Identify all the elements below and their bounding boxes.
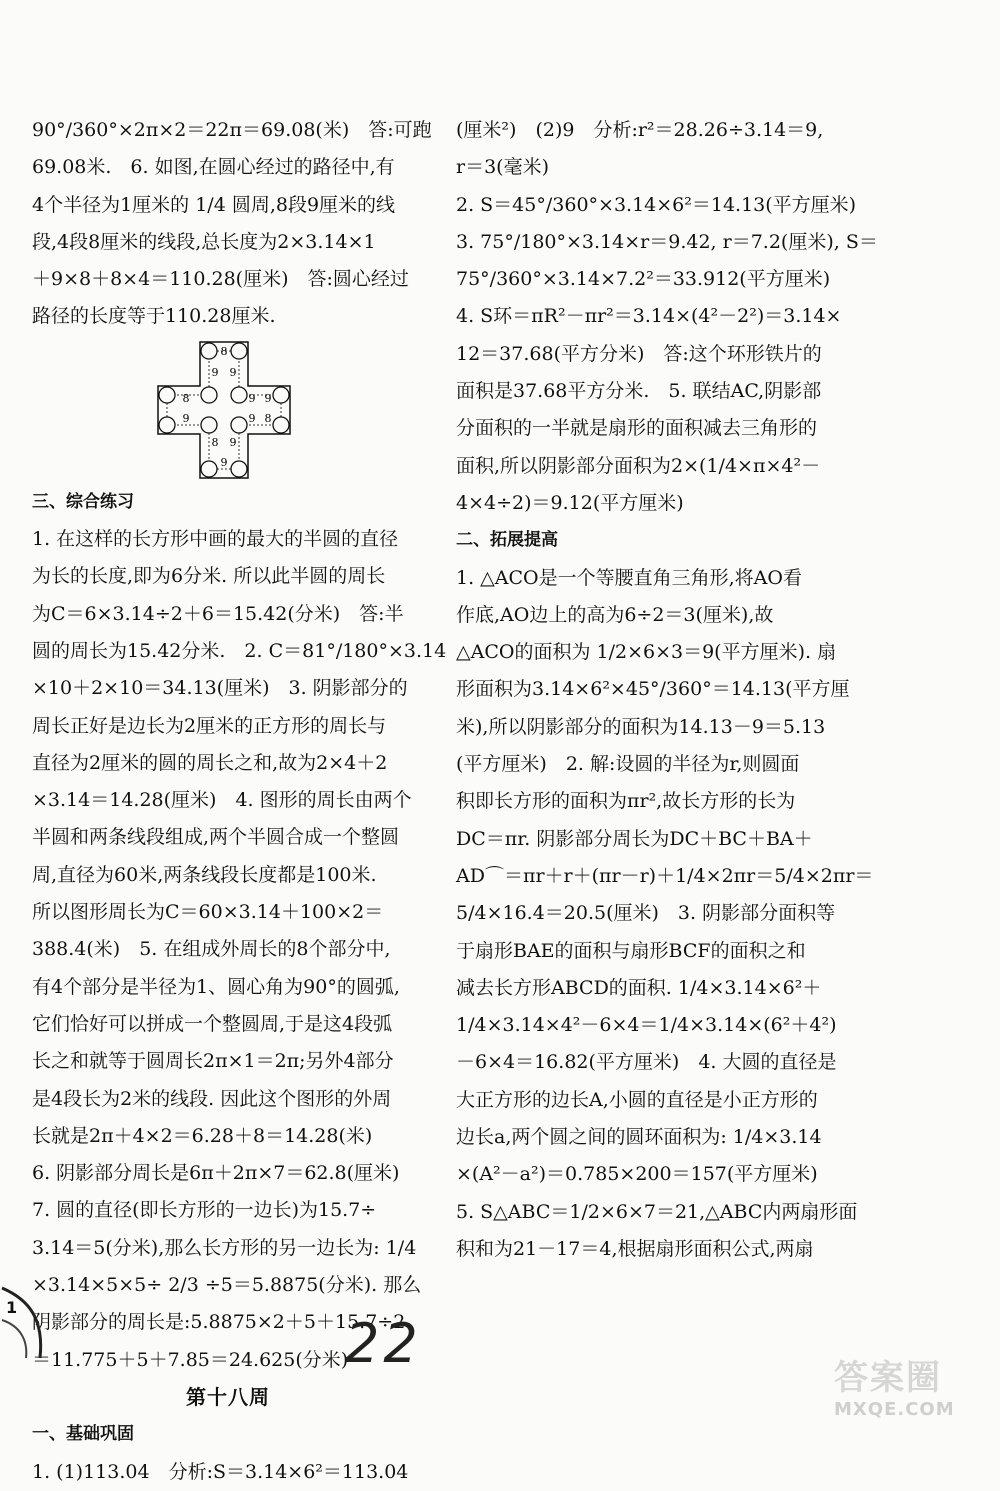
- text-line: 边长a,两个圆之间的圆环面积为: 1/4×3.14: [456, 1126, 822, 1149]
- rolling-circle: [273, 387, 289, 403]
- text-line: 为长的长度,即为6分米. 所以此半圆的周长: [32, 565, 386, 588]
- text-line: 米),所以阴影部分的面积为14.13－9＝5.13: [456, 715, 826, 738]
- text-line: 4. S环＝πR²－πr²＝3.14×(4²－2²)＝3.14×: [456, 305, 842, 328]
- text-line: 积即长方形的面积为πr²,故长方形的长为: [456, 790, 796, 813]
- left-column: [32, 112, 447, 1491]
- text-line: 长就是2π＋4×2＝6.28＋8＝14.28(米): [32, 1124, 373, 1147]
- text-line: 1/4×3.14×4²－6×4＝1/4×3.14×(6²＋4²): [456, 1014, 837, 1037]
- text-line: 半圆和两条线段组成,两个半圆合成一个整圆: [32, 826, 400, 849]
- watermark-logo: [834, 1350, 994, 1424]
- section-heading: 一、基础巩固: [32, 1424, 134, 1445]
- text-line: 75°/360°×3.14×7.2²＝33.912(平方厘米): [456, 268, 831, 291]
- rolling-circle: [231, 461, 247, 477]
- text-line: 形面积为3.14×6²×45°/360°＝14.13(平方厘: [456, 678, 850, 701]
- rolling-circle: [273, 417, 289, 433]
- text-line: 为C＝6×3.14÷2＋6＝15.42(分米) 答:半: [32, 602, 404, 625]
- diagram-label: 9: [182, 411, 190, 425]
- text-line: 3. 75°/180°×3.14×r＝9.42, r＝7.2(厘米), S＝: [456, 230, 878, 253]
- diagram-label: 9: [220, 455, 228, 469]
- text-line: ＋9×8＋8×4＝110.28(厘米) 答:圆心经过: [32, 268, 409, 291]
- handwritten-page-mark: 22: [345, 1312, 422, 1375]
- text-line: 阴影部分的周长是:5.8875×2＋5＋15.7÷2: [32, 1311, 406, 1334]
- rolling-circle: [201, 343, 217, 359]
- diagram-label: 9: [229, 435, 237, 449]
- text-line: 90°/360°×2π×2＝22π＝69.08(米) 答:可跑: [32, 119, 432, 141]
- rolling-circle: [231, 387, 247, 403]
- section-heading: 三、综合练习: [32, 491, 134, 512]
- text-line: 分面积的一半就是扇形的面积减去三角形的: [456, 417, 818, 440]
- diagram-label: 9: [248, 411, 256, 425]
- page-curl-decoration: [0, 1280, 60, 1360]
- diagram-label: 8: [220, 344, 228, 358]
- text-line: 7. 圆的直径(即长方形的一边长)为15.7÷: [32, 1199, 377, 1222]
- diagram-label: 9: [229, 365, 237, 379]
- text-line: 6. 阴影部分周长是6π＋2π×7＝62.8(厘米): [32, 1162, 400, 1185]
- text-line: 路径的长度等于110.28厘米.: [32, 305, 276, 328]
- page-number: 1: [6, 1298, 18, 1317]
- text-line: △ACO的面积为 1/2×6×3＝9(平方厘米). 扇: [456, 641, 837, 664]
- text-line: 减去长方形ABCD的面积. 1/4×3.14×6²＋: [456, 976, 822, 999]
- text-line: 1. △ACO是一个等腰直角三角形,将AO看: [456, 566, 802, 589]
- diagram-label: 8: [182, 391, 190, 405]
- diagram-label: 8: [264, 411, 272, 425]
- chapter-title: 第十八周: [186, 1384, 270, 1409]
- text-line: 69.08米. 6. 如图,在圆心经过的路径中,有: [32, 156, 395, 179]
- text-line: 作底,AO边上的高为6÷2＝3(厘米),故: [456, 603, 774, 626]
- text-line: 大正方形的边长A,小圆的直径是小正方形的: [456, 1088, 818, 1111]
- text-line: 4×4÷2)＝9.12(平方厘米): [456, 491, 684, 514]
- text-line: 388.4(米) 5. 在组成外周长的8个部分中,: [32, 938, 391, 961]
- text-line: (厘米²) (2)9 分析:r²＝28.26÷3.14＝9,: [456, 119, 824, 141]
- text-line: 长之和就等于圆周长2π×1＝2π;另外4部分: [32, 1050, 394, 1073]
- text-line: 周,直径为60米,两条线段长度都是100米.: [32, 863, 377, 886]
- text-line: ×(A²－a²)＝0.785×200＝157(平方厘米): [456, 1163, 818, 1186]
- text-line: 5/4×16.4＝20.5(厘米) 3. 阴影部分面积等: [456, 902, 836, 925]
- text-line: 5. S△ABC＝1/2×6×7＝21,△ABC内两扇形面: [456, 1200, 858, 1223]
- watermark-bottom-text: MXQE.COM: [834, 1399, 955, 1420]
- diagram-label: 8: [211, 435, 219, 449]
- text-line: ＝11.775＋5＋7.85＝24.625(分米): [32, 1348, 349, 1371]
- text-line: 1. 在这样的长方形中画的最大的半圆的直径: [32, 528, 399, 551]
- text-line: ×10＋2×10＝34.13(厘米) 3. 阴影部分的: [32, 677, 408, 700]
- rolling-circle: [159, 417, 175, 433]
- text-line: AD⌒＝πr＋r＋(πr－r)＋1/4×2πr＝5/4×2πr＝: [456, 864, 874, 887]
- text-line: ×3.14＝14.28(厘米) 4. 图形的周长由两个: [32, 789, 412, 812]
- text-line: 积和为21－17＝4,根据扇形面积公式,两扇: [456, 1237, 814, 1260]
- cross-shape-diagram: [156, 340, 292, 480]
- text-line: 面积,所以阴影部分面积为2×(1/4×π×4²－: [456, 454, 821, 477]
- text-line: 直径为2厘米的圆的周长之和,故为2×4＋2: [32, 751, 388, 774]
- text-line: 面积是37.68平方分米. 5. 联结AC,阴影部: [456, 380, 822, 403]
- text-line: 它们恰好可以拼成一个整圆周,于是这4段弧: [32, 1012, 393, 1035]
- text-line: 12＝37.68(平方分米) 答:这个环形铁片的: [456, 342, 822, 365]
- rolling-circle: [231, 343, 247, 359]
- diagram-label: 9: [248, 391, 256, 405]
- text-line: (平方厘米) 2. 解:设圆的半径为r,则圆面: [456, 753, 800, 776]
- text-line: 是4段长为2米的线段. 因此这个图形的外周: [32, 1087, 392, 1110]
- rolling-circle: [201, 417, 217, 433]
- center-path-dashed: [167, 351, 281, 469]
- text-line: 2. S＝45°/360°×3.14×6²＝14.13(平方厘米): [456, 193, 857, 216]
- text-line: 圆的周长为15.42分米. 2. C＝81°/180°×3.14: [32, 639, 447, 662]
- text-line: r＝3(毫米): [456, 156, 549, 179]
- text-line: 1. (1)113.04 分析:S＝3.14×6²＝113.04: [32, 1460, 409, 1483]
- text-line: DC＝πr. 阴影部分周长为DC＋BC＋BA＋: [456, 827, 813, 850]
- right-column: [456, 112, 878, 1268]
- rolling-circle: [201, 387, 217, 403]
- rolling-circle: [201, 461, 217, 477]
- text-line: 于扇形BAE的面积与扇形BCF的面积之和: [456, 939, 806, 962]
- text-line: 3.14＝5(分米),那么长方形的另一边长为: 1/4: [32, 1236, 417, 1259]
- text-line: 周长正好是边长为2厘米的正方形的周长与: [32, 714, 387, 737]
- section-heading: 二、拓展提高: [456, 530, 558, 551]
- text-line: 4个半径为1厘米的 1/4 圆周,8段9厘米的线: [32, 193, 396, 216]
- rolling-circle: [231, 417, 247, 433]
- text-line: 有4个部分是半径为1、圆心角为90°的圆弧,: [32, 975, 400, 998]
- text-line: ×3.14×5×5÷ 2/3 ÷5＝5.8875(分米). 那么: [32, 1274, 422, 1297]
- watermark-top-text: 答案圈: [834, 1358, 942, 1398]
- rolling-circle: [159, 387, 175, 403]
- text-line: －6×4＝16.82(平方厘米) 4. 大圆的直径是: [456, 1051, 837, 1074]
- diagram-label: 9: [211, 365, 219, 379]
- text-line: 所以图形周长为C＝60×3.14＋100×2＝: [32, 901, 384, 924]
- text-line: 段,4段8厘米的线段,总长度为2×3.14×1: [32, 230, 376, 253]
- diagram-label: 9: [264, 391, 272, 405]
